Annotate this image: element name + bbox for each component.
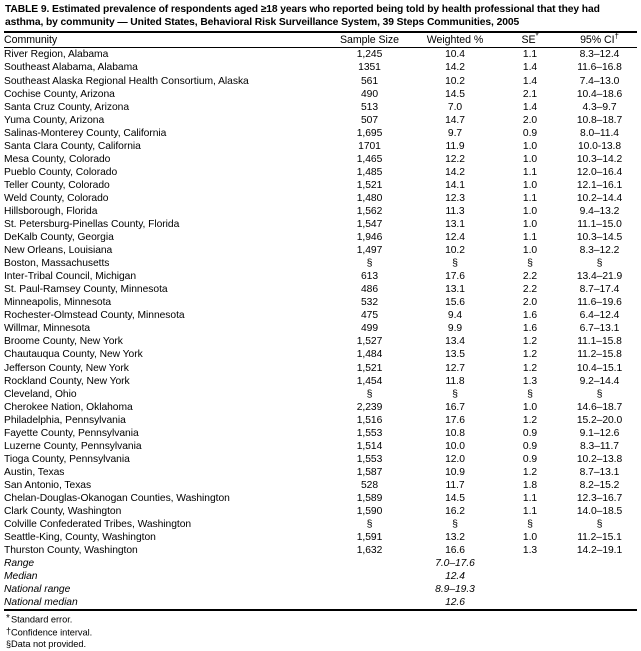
cell-summary-value: 8.9–19.3 — [435, 584, 475, 596]
cell-ci: 11.1–15.8 — [577, 336, 622, 348]
cell-se: 2.2 — [522, 284, 538, 296]
table-row — [4, 205, 637, 218]
table-row — [4, 179, 637, 192]
cell-ci: 11.2–15.1 — [577, 532, 622, 544]
cell-community: Hillsborough, Florida — [4, 205, 98, 217]
cell-community: Thurston County, Washington — [4, 545, 138, 557]
cell-community: Luzerne County, Pennsylvania — [4, 440, 142, 452]
cell-weighted-pct: 10.2 — [445, 75, 465, 87]
column-header-weighted-pct: Weighted % — [426, 34, 484, 47]
cell-sample-size: § — [366, 387, 373, 400]
cell-community: Chelan-Douglas-Okanogan Counties, Washington — [4, 493, 230, 504]
table-row — [4, 375, 637, 388]
table-row — [4, 492, 637, 505]
cell-community: St. Paul-Ramsey County, Minnesota — [4, 284, 168, 296]
cell-ci: 8.3–11.7 — [580, 440, 619, 452]
cell-ci: 13.4–21.9 — [576, 271, 623, 283]
cell-se: 1.2 — [522, 336, 538, 348]
cell-weighted-pct: 16.7 — [445, 401, 465, 413]
cell-summary-label: Median — [4, 571, 38, 583]
cell-ci: 8.3–12.4 — [579, 49, 620, 61]
cell-se: 1.0 — [522, 179, 538, 191]
cell-ci: 9.1–12.6 — [579, 427, 620, 439]
cell-se: 2.2 — [522, 271, 538, 283]
cell-sample-size: 1,465 — [356, 153, 383, 165]
cell-se: 0.9 — [522, 440, 538, 452]
cell-sample-size: 1,946 — [356, 232, 383, 244]
cell-se: § — [527, 387, 533, 400]
cell-ci: 12.1–16.1 — [576, 179, 623, 191]
table-row — [4, 61, 637, 74]
cell-community: Philadelphia, Pennsylvania — [4, 414, 126, 426]
cell-ci: 10.2–14.4 — [576, 192, 623, 204]
cell-weighted-pct: 14.2 — [445, 62, 465, 74]
cell-community: Southeast Alabama, Alabama — [4, 62, 138, 74]
cell-sample-size: 1,553 — [356, 427, 383, 439]
cell-se: 1.6 — [522, 323, 538, 335]
cell-community: Jefferson County, New York — [4, 362, 129, 374]
column-header-se-label: SE — [521, 34, 536, 47]
cell-se: 1.0 — [522, 219, 538, 231]
cell-weighted-pct: 12.3 — [445, 192, 465, 204]
cell-weighted-pct: 11.7 — [445, 479, 465, 491]
cell-community: Tioga County, Pennsylvania — [4, 453, 130, 465]
cell-weighted-pct: 14.1 — [445, 179, 465, 191]
cell-weighted-pct: 12.2 — [445, 153, 465, 165]
cell-sample-size: § — [366, 518, 373, 531]
cell-sample-size: 1,480 — [356, 192, 383, 204]
cell-ci: 10.4–15.1 — [576, 362, 623, 374]
cell-ci: § — [596, 257, 603, 270]
cell-sample-size: 1701 — [358, 140, 381, 152]
cell-sample-size: 2,239 — [356, 401, 383, 413]
table-row — [4, 296, 637, 309]
cell-se: 1.2 — [522, 466, 538, 478]
cell-se: 1.0 — [522, 205, 538, 217]
cell-community: Seattle-King, County, Washington — [4, 532, 156, 544]
table-row — [4, 75, 637, 88]
cell-summary-value: 12.4 — [445, 571, 465, 583]
cell-community: River Region, Alabama — [4, 49, 109, 61]
cell-summary-sample-size — [327, 570, 412, 583]
footnote-marker: * — [6, 612, 10, 624]
column-header-community: Community — [4, 34, 58, 47]
footnote — [6, 626, 637, 639]
cell-ci: 10.2–13.8 — [576, 453, 623, 465]
cell-weighted-pct: 10.2 — [445, 245, 465, 257]
cell-weighted-pct: 14.2 — [445, 166, 465, 178]
cell-ci: 11.1–15.0 — [577, 219, 622, 231]
cell-ci: 10.3–14.2 — [576, 153, 623, 165]
column-header-sample-size: Sample Size — [340, 34, 399, 47]
table-row — [4, 427, 637, 440]
cell-weighted-pct: 9.7 — [447, 127, 463, 139]
cell-ci: 8.7–13.1 — [579, 466, 620, 478]
footnote-text: Confidence interval. — [11, 627, 93, 638]
cell-community: Colville Confederated Tribes, Washington — [4, 519, 192, 531]
cell-se: 1.0 — [522, 532, 538, 544]
table-row — [4, 192, 637, 205]
cell-community: DeKalb County, Georgia — [4, 232, 114, 244]
cell-se: 1.0 — [522, 401, 538, 413]
cell-summary-sample-size — [327, 596, 412, 610]
cell-sample-size: 1,553 — [356, 453, 383, 465]
cell-community: Santa Clara County, California — [4, 140, 141, 152]
table-row — [4, 166, 637, 179]
table-row — [4, 244, 637, 257]
cell-sample-size: 1,695 — [356, 127, 383, 139]
cell-weighted-pct: § — [452, 387, 458, 400]
cell-se: 1.8 — [522, 479, 538, 491]
cell-se: 2.0 — [522, 114, 538, 126]
cell-sample-size: 1,484 — [356, 349, 383, 361]
cell-weighted-pct: § — [452, 518, 458, 531]
cell-weighted-pct: 7.0 — [447, 101, 463, 113]
cell-community: Mesa County, Colorado — [4, 153, 111, 165]
cell-ci: 14.0–18.5 — [576, 506, 623, 518]
footnote — [6, 639, 637, 651]
cell-ci: 9.2–14.4 — [579, 375, 620, 387]
cell-weighted-pct: 11.8 — [445, 375, 465, 387]
cell-weighted-pct: 12.4 — [445, 232, 465, 244]
table-row — [4, 270, 637, 283]
cell-se: 1.3 — [522, 375, 538, 387]
ci-footnote-marker: † — [614, 31, 619, 41]
column-header-se — [498, 32, 562, 48]
cell-se: 1.2 — [522, 349, 538, 361]
cell-sample-size: 475 — [360, 310, 379, 322]
cell-community: Chautauqua County, New York — [4, 349, 143, 361]
cell-weighted-pct: 11.9 — [445, 140, 465, 152]
cell-weighted-pct: 13.5 — [445, 349, 465, 361]
cell-summary-value: 12.6 — [412, 596, 498, 610]
cell-summary-ci — [562, 596, 637, 610]
cell-se: 2.1 — [522, 88, 538, 100]
cell-summary-label: National range — [4, 584, 71, 596]
cell-community: Santa Cruz County, Arizona — [4, 101, 129, 113]
table-row — [4, 140, 637, 153]
cell-sample-size: 513 — [360, 101, 379, 113]
cell-weighted-pct: 16.6 — [445, 545, 465, 557]
cell-weighted-pct: 17.6 — [445, 271, 465, 283]
cell-weighted-pct: 15.6 — [445, 297, 465, 309]
cell-se: 1.6 — [522, 310, 538, 322]
cell-ci: 8.2–15.2 — [579, 479, 620, 491]
cell-se: 0.9 — [522, 427, 538, 439]
table-row — [4, 153, 637, 166]
cell-ci: 12.0–16.4 — [576, 166, 623, 178]
column-header-ci-label: 95% CI — [580, 34, 615, 47]
cell-sample-size: 1,454 — [356, 375, 383, 387]
summary-row — [4, 557, 637, 570]
summary-row — [4, 596, 637, 610]
cell-se: 0.9 — [522, 453, 538, 465]
cell-ci: 14.2–19.1 — [576, 545, 623, 557]
cell-weighted-pct: 16.2 — [445, 506, 465, 518]
cell-weighted-pct: 13.2 — [445, 532, 465, 544]
cell-se: 1.2 — [522, 362, 538, 374]
table-row — [4, 544, 637, 557]
cell-weighted-pct: § — [452, 257, 458, 270]
cell-community: Willmar, Minnesota — [4, 323, 91, 335]
cell-ci: 6.4–12.4 — [579, 310, 620, 322]
cell-sample-size: 1,590 — [356, 506, 383, 518]
footnote-text: Standard error. — [11, 614, 73, 625]
cell-se: § — [527, 257, 533, 270]
cell-sample-size: 1,521 — [356, 179, 383, 191]
cell-community: Broome County, New York — [4, 336, 123, 348]
cell-summary-ci — [562, 570, 637, 583]
cell-community: New Orleans, Louisiana — [4, 245, 113, 257]
cell-ci: 11.6–19.6 — [577, 297, 622, 309]
cell-ci: 4.3–9.7 — [582, 101, 617, 113]
cell-community: Rochester-Olmstead County, Minnesota — [4, 310, 185, 322]
cell-community: Pueblo County, Colorado — [4, 166, 118, 178]
cell-community: Rockland County, New York — [4, 375, 130, 387]
cell-summary-value: 7.0–17.6 — [435, 558, 475, 570]
cell-ci: 10.8–18.7 — [576, 114, 623, 126]
cell-sample-size: 1,587 — [356, 466, 383, 478]
cell-se: 1.1 — [522, 493, 538, 504]
cell-summary-label: National median — [4, 596, 327, 610]
se-footnote-marker: * — [535, 31, 539, 41]
cell-weighted-pct: 11.3 — [445, 205, 465, 217]
cell-community: Inter-Tribal Council, Michigan — [4, 271, 137, 283]
cell-summary-se — [498, 557, 562, 570]
cell-weighted-pct: 14.5 — [445, 88, 465, 100]
cell-community: San Antonio, Texas — [4, 479, 92, 491]
cell-community: Austin, Texas — [4, 466, 65, 478]
cell-se: 1.1 — [522, 166, 538, 178]
cell-ci: 15.2–20.0 — [576, 414, 623, 426]
cell-sample-size: 1,497 — [356, 245, 383, 257]
cell-sample-size: 499 — [360, 323, 379, 335]
cell-ci: § — [596, 387, 603, 400]
table-row — [4, 414, 637, 427]
table-row — [4, 335, 637, 348]
cell-se: 1.0 — [522, 153, 538, 165]
cell-se: 1.1 — [522, 49, 538, 61]
table-row — [4, 309, 637, 322]
cell-se: 0.9 — [522, 127, 538, 139]
table-row — [4, 88, 637, 101]
cell-ci: 14.6–18.7 — [576, 401, 623, 413]
table-body — [4, 48, 637, 611]
cell-sample-size: 1,547 — [356, 219, 383, 231]
cell-summary-ci — [562, 583, 637, 596]
cell-weighted-pct: 12.0 — [445, 453, 465, 465]
cell-summary-se — [498, 583, 562, 596]
cell-se: 1.4 — [522, 75, 538, 87]
cell-weighted-pct: 10.9 — [445, 466, 465, 478]
cell-community: Cochise County, Arizona — [4, 88, 115, 100]
cell-weighted-pct: 12.7 — [445, 362, 465, 374]
cell-community: St. Petersburg-Pinellas County, Florida — [4, 219, 180, 231]
cell-se: 1.3 — [522, 545, 538, 557]
table-header — [4, 32, 637, 48]
cell-ci: 11.2–15.8 — [577, 349, 622, 361]
cell-summary-ci — [562, 557, 637, 570]
table-row — [4, 322, 637, 335]
cell-se: 1.4 — [522, 62, 538, 74]
table-row — [4, 466, 637, 479]
cell-ci: 7.4–13.0 — [579, 75, 620, 87]
table-row — [4, 453, 637, 466]
table-row — [4, 531, 637, 544]
cell-community: Cleveland, Ohio — [4, 388, 77, 400]
footnote — [6, 613, 637, 626]
table-row — [4, 101, 637, 114]
cell-weighted-pct: 13.1 — [445, 284, 465, 296]
cell-sample-size: 507 — [360, 114, 379, 126]
cell-se: 1.4 — [522, 101, 538, 113]
cell-se: 1.1 — [522, 232, 538, 244]
cell-ci: 12.3–16.7 — [576, 493, 623, 504]
table-row — [4, 127, 637, 140]
cell-ci: 6.7–13.1 — [579, 323, 620, 335]
cell-sample-size: 613 — [360, 271, 379, 283]
cell-ci: 8.7–17.4 — [579, 284, 620, 296]
cell-se: 2.0 — [522, 297, 538, 309]
cell-se: 1.0 — [522, 140, 538, 152]
column-header-ci — [562, 32, 637, 48]
cell-ci: 8.0–11.4 — [580, 127, 619, 139]
footnote-marker: † — [6, 626, 11, 637]
cell-weighted-pct: 14.7 — [445, 114, 465, 126]
cell-se: 1.2 — [522, 414, 538, 426]
cell-community: Clark County, Washington — [4, 506, 122, 518]
cell-summary-se — [498, 596, 562, 610]
table-row — [4, 401, 637, 414]
cell-ci: § — [596, 518, 603, 531]
table-title: TABLE 9. Estimated prevalence of respondents aged ≥18 years who reported being told by health professional that they had asthma, by community — United States, Behavioral Risk Surveillance System, 39 Steps Communities, 2005 — [5, 4, 600, 29]
cell-se: § — [527, 518, 533, 531]
cell-sample-size: § — [366, 257, 373, 270]
cell-ci: 9.4–13.2 — [579, 205, 620, 217]
cell-se: 1.0 — [522, 245, 538, 257]
table-row — [4, 479, 637, 492]
cell-community: Weld County, Colorado — [4, 192, 109, 204]
cell-sample-size: 1,514 — [356, 440, 383, 452]
cell-ci: 10.4–18.6 — [576, 88, 623, 100]
table-row — [4, 362, 637, 375]
footnotes — [4, 613, 637, 651]
table-row — [4, 348, 637, 361]
table-header-row — [4, 32, 637, 48]
cell-weighted-pct: 9.9 — [447, 323, 463, 335]
cell-sample-size: 561 — [360, 75, 379, 87]
cell-ci: 10.0-13.8 — [577, 140, 622, 152]
cell-community: Yuma County, Arizona — [4, 114, 105, 126]
cell-weighted-pct: 13.1 — [445, 219, 465, 231]
cell-community: Salinas-Monterey County, California — [4, 127, 167, 139]
cell-sample-size: 1,485 — [356, 166, 383, 178]
cell-sample-size: 1,632 — [356, 545, 383, 557]
footnote-marker: § — [6, 639, 11, 650]
cell-sample-size: 1,521 — [356, 362, 383, 374]
table-row — [4, 48, 637, 62]
cell-sample-size: 1,562 — [356, 205, 383, 217]
cell-sample-size: 1,516 — [356, 414, 383, 426]
cell-ci: 11.6–16.8 — [577, 62, 622, 74]
cell-ci: 8.3–12.2 — [579, 245, 620, 257]
footnote-text: Data not provided. — [11, 639, 87, 650]
cell-se: 1.1 — [522, 192, 538, 204]
cell-weighted-pct: 10.0 — [445, 440, 465, 452]
cell-sample-size: 1,589 — [356, 493, 383, 504]
table-row — [4, 505, 637, 518]
cell-weighted-pct: 14.5 — [445, 493, 465, 504]
table-row — [4, 388, 637, 401]
table-row — [4, 283, 637, 296]
cell-community: Southeast Alaska Regional Health Consortium, Alaska — [4, 75, 249, 87]
cell-community: Cherokee Nation, Oklahoma — [4, 401, 133, 413]
table-row — [4, 218, 637, 231]
summary-row — [4, 570, 637, 583]
table-row — [4, 440, 637, 453]
summary-row — [4, 583, 637, 596]
cell-sample-size: 1351 — [358, 62, 381, 74]
cell-weighted-pct: 10.8 — [445, 427, 465, 439]
cell-sample-size: 1,591 — [356, 532, 383, 544]
cell-sample-size: 1,527 — [356, 336, 383, 348]
cell-summary-label: Range — [4, 558, 35, 570]
cell-sample-size: 528 — [360, 479, 379, 491]
cell-sample-size: 1,245 — [356, 49, 383, 61]
cell-sample-size: 486 — [360, 284, 379, 296]
cell-weighted-pct: 17.6 — [445, 414, 465, 426]
table-row — [4, 114, 637, 127]
cell-community: Boston, Massachusetts — [4, 258, 110, 270]
cell-weighted-pct: 10.4 — [445, 49, 465, 61]
cell-ci: 10.3–14.5 — [576, 232, 623, 244]
prevalence-table — [4, 31, 637, 611]
cell-weighted-pct: 13.4 — [445, 336, 465, 348]
cell-sample-size: 490 — [360, 88, 379, 100]
table-row — [4, 231, 637, 244]
cell-summary-sample-size — [327, 557, 412, 570]
cell-summary-sample-size — [327, 583, 412, 596]
cell-community: Minneapolis, Minnesota — [4, 297, 112, 309]
cell-community: Fayette County, Pennsylvania — [4, 427, 139, 439]
cell-sample-size: 532 — [360, 297, 379, 309]
cell-community: Teller County, Colorado — [4, 179, 110, 191]
cell-weighted-pct: 9.4 — [447, 310, 463, 322]
cell-se: 1.1 — [522, 506, 538, 518]
cell-summary-se — [498, 570, 562, 583]
table-row — [4, 257, 637, 270]
table-row — [4, 518, 637, 531]
